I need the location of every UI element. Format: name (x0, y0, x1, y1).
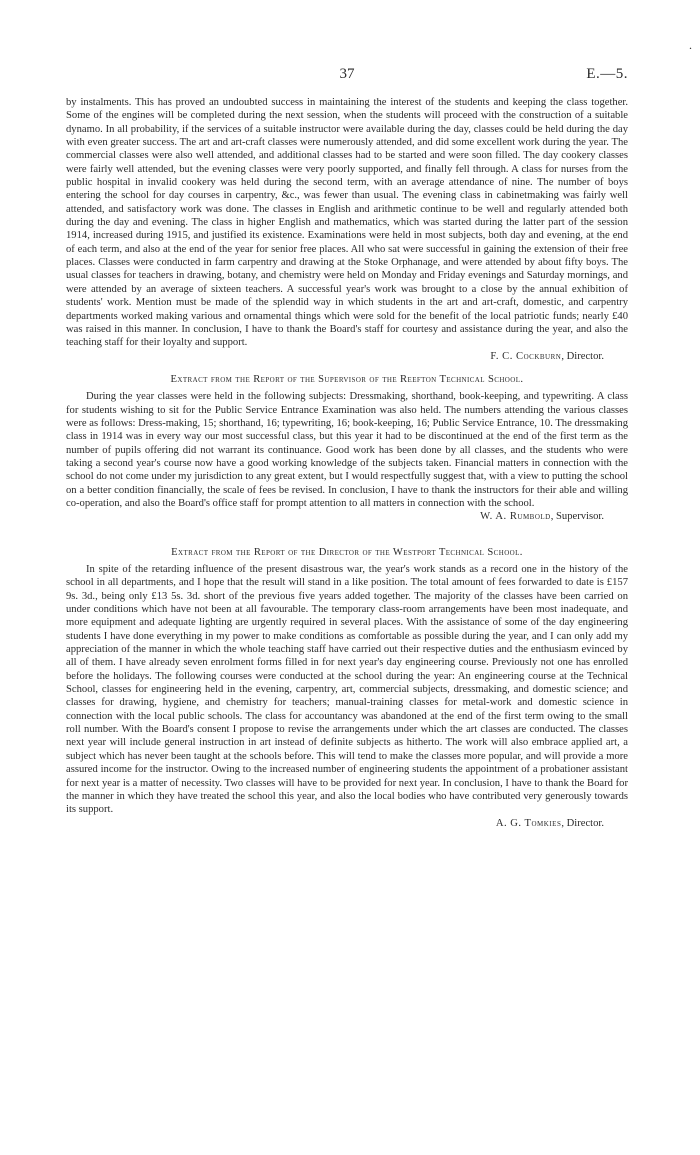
report-paragraph: During the year classes were held in the following subjects: Dressmaking, shorthand, book-keeping, and typewriting. A class for students wishing to sit for the Public Service Entrance Examination was also held. The numbers attending the various classes were as follows: Dress-making, 15; shorthand, 16; typewriting, 16; book-keeping, 16; Public Service Entrance, 10. The dressmaking class in 1914 was in every way our most successful class, but this year it had to be discontinued at the end of the first term as the number of pupils offering did not warrant its continuance. Good work has been done by all classes, and the students who were taking a second year's course now have a good working knowledge of the subjects taken. Financial matters in connection with the school do not come under my jurisdiction to any great extent, but I would respectfully suggest that, with a view to putting the school on a better condition financially, the scale of fees be revised. In conclusion, I have to thank the instructors for their able and willing co-operation, and also the Board's office staff for prompt attention to all matters in connection with the school. (66, 391, 628, 509)
report-paragraph: In spite of the retarding influence of the present disastrous war, the year's work stands as a record one in the history of the school in all departments, and I hope that the result will stand in a like position. The total amount of fees forwarded to date is £157 9s. 3d., being only £13 5s. 3d. short of the previous five years added together. The majority of the classes have been carried on under conditions which have not been at all favourable. The temporary class-room arrangements have been most inadequate, and more equipment and adequate lighting are urgently required in several places. With the assistance of some of the day engineering students I have done everything in my power to make conditions as comfortable as possible during the year, and I can only add my appreciation of the manner in which the whole teaching staff have carried out their respective duties and the enthusiasm evinced by all of them. I have already seven enrolment forms filled in for next year's day engineering course. Previously not one has enrolled before the holidays. The following courses were conducted at the school during the year: An engineering course at the Technical School, classes for engineering held in the evening, carpentry, art, commercial subjects, dressmaking, and domestic science; and classes for drawing, hygiene, and chemistry for teachers; manual-training classes for metal-work and domestic science in connection with the local public schools. The class for accountancy was abandoned at the end of the first term owing to the small roll number. With the Board's consent I propose to revise the arrangements under which the art classes are conducted. The classes next year will include general instruction in art instead of definite subjects as hitherto. The work will also embrace applied art, a subject which has never been taught at the schools before. This will tend to make the classes more popular, and will provide a more assured income for the instructor. Owing to the increased number of engineering students the appointment of a probationer assistant for next year is a matter of necessity. Two classes will have to be provided for next year. In conclusion, I have to thank the Board for the manner in which they have treated the school this year, and also the local bodies who have contributed very generously towards its support. (66, 564, 628, 816)
signature-block (66, 350, 628, 363)
signature-name: F. C. Cockburn (490, 350, 562, 362)
signature-title: , Director. (561, 817, 604, 829)
report-paragraph: by instalments. This has proved an undoubted success in maintaining the interest of the students and keeping the class together. Some of the engines will be completed during the next session, when the students will proceed with the construction of a suitable dynamo. In all probability, if the services of a suitable instructor were available during the day, classes could be held during the day with even greater success. The art and art-craft classes were numerously attended, and did some excellent work during the year. The commercial classes were also well attended, and additional classes had to be started and were soon filled. The day cookery classes were fairly well attended, but the evening classes were very poorly supported, and finally fell through. A class for nurses from the public hospital in invalid cookery was held during the second term, with an average attendance of nine. The number of boys entering the school for day courses in carpentry, &c., was fewer than usual. The evening class in cabinetmaking was fairly well attended, and satisfactory work was done. The classes in English and arithmetic continue to be well and regularly attended both during the day and evening. The class in higher English and mathematics, which was started during the latter part of the session 1914, increased during 1915, and justified its existence. Examinations were held in most subjects, both day and evening, at the end of each term, and also at the end of the year for senior free places. All who sat were successful in gaining the extension of their free places. Classes were conducted in farm carpentry and drawing at the Stoke Orphanage, and were attended by about fifty boys. The usual classes for teachers in drawing, botany, and chemistry were held on Monday and Friday evenings and Saturday mornings, and were attended by an average of sixteen teachers. A successful year's work was brought to a close by the annual exhibition of students' work. Mention must be made of the splendid way in which students in the art and art-craft, domestic, and carpentry departments worked making various and ornamental things which were sold for the benefit of the local patriotic funds; nearly £40 was raised in this manner. In conclusion, I have to thank the Board's staff for courtesy and assistance during the year, and also the teaching staff for their loyalty and support. (66, 97, 628, 349)
section-heading: Extract from the Report of the Supervisor of the Reefton Technical School. (170, 373, 524, 385)
signature-block (66, 510, 628, 523)
corner-mark: . (689, 38, 692, 52)
signature-title: , Director. (561, 350, 604, 362)
signature-title: , Supervisor. (550, 511, 604, 523)
section-gap (66, 526, 628, 536)
nelson-report-continuation (66, 96, 628, 363)
section-heading: Extract from the Report of the Director of the Westport Technical School. (171, 546, 523, 558)
document-reference: E.—5. (586, 66, 628, 82)
signature-name: W. A. Rumbold (480, 511, 551, 523)
page-header (66, 66, 628, 86)
page-number: 37 (339, 66, 355, 82)
reefton-report (66, 373, 628, 524)
signature-block (66, 817, 628, 830)
page-content (66, 96, 628, 832)
westport-report (66, 546, 628, 830)
signature-name: A. G. Tomkies (495, 817, 562, 829)
